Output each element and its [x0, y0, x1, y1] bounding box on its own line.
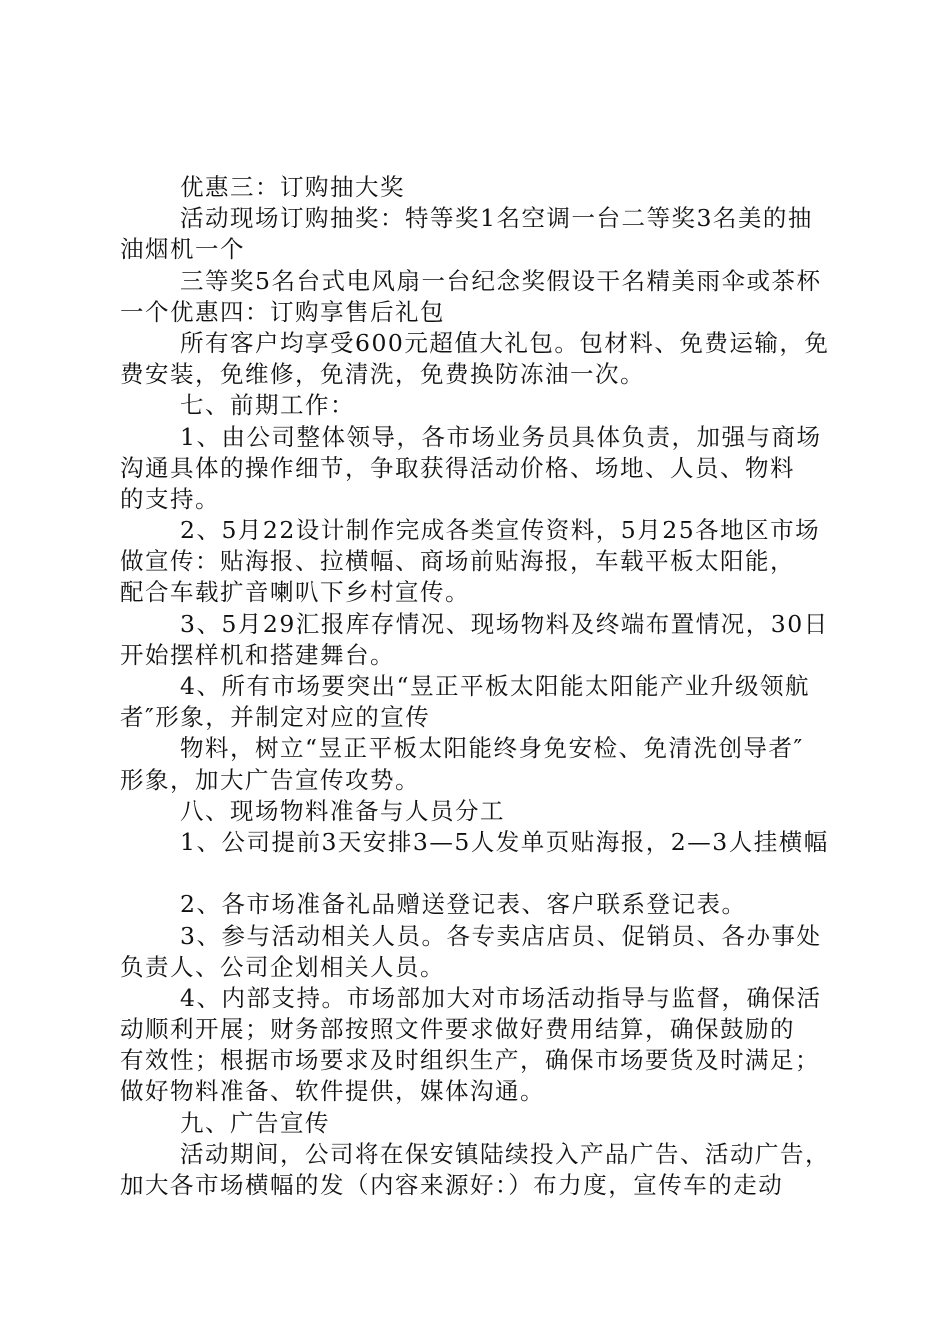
text-line: 2、5月22设计制作完成各类宣传资料，5月25各地区市场 [180, 516, 821, 545]
text-line: 1、由公司整体领导，各市场业务员具体负责，加强与商场 [180, 422, 822, 451]
document-body [120, 172, 840, 1201]
text-line: 4、内部支持。市场部加大对市场活动指导与监督，确保活 [180, 983, 822, 1012]
text-line: 沟通具体的操作细节，争取获得活动价格、场地、人员、物料 [120, 453, 795, 482]
text-line: 形象，加大广告宣传攻势。 [120, 765, 420, 794]
text-line: 一个优惠四：订购享售后礼包 [120, 297, 445, 326]
text-line: 优惠三：订购抽大奖 [180, 173, 405, 201]
text-line: 的支持。 [120, 484, 220, 513]
text-line: 有效性；根据市场要求及时组织生产，确保市场要货及时满足； [120, 1046, 820, 1075]
text-line: 油烟机一个 [120, 235, 245, 264]
text-line: 费安装，免维修，免清洗，免费换防冻油一次。 [120, 360, 645, 389]
text-line: 活动期间，公司将在保安镇陆续投入产品广告、活动广告， [180, 1139, 830, 1168]
text-line: 2、各市场准备礼品赠送登记表、客户联系登记表。 [180, 890, 747, 919]
text-line: 八、现场物料准备与人员分工 [180, 796, 505, 825]
text-line: 3、5月29汇报库存情况、现场物料及终端布置情况，30日 [180, 609, 829, 638]
text-line: 动顺利开展；财务部按照文件要求做好费用结算，确保鼓励的 [120, 1015, 795, 1044]
text-line: 做好物料准备、软件提供，媒体沟通。 [120, 1077, 545, 1106]
text-line: 负责人、公司企划相关人员。 [120, 952, 445, 981]
text-line: 配合车载扩音喇叭下乡村宣传。 [120, 578, 470, 607]
text-line: 做宣传：贴海报、拉横幅、商场前贴海报，车载平板太阳能， [120, 547, 795, 576]
text-line: 三等奖5名台式电风扇一台纪念奖假设干名精美雨伞或茶杯 [180, 266, 822, 295]
text-line: 物料，树立“昱正平板太阳能终身免安检、免清洗创导者″ [180, 734, 804, 763]
text-line: 加大各市场横幅的发（内容来源好：）布力度，宣传车的走动 [120, 1171, 784, 1199]
blank-line [120, 858, 840, 889]
text-line: 1、公司提前3天安排3—5人发单页贴海报，2—3人挂横幅 [180, 827, 829, 856]
text-line: 七、前期工作： [180, 391, 355, 420]
text-line: 活动现场订购抽奖：特等奖1名空调一台二等奖3名美的抽 [180, 204, 813, 233]
text-line: 者″形象，并制定对应的宣传 [120, 703, 431, 732]
text-line: 开始摆样机和搭建舞台。 [120, 640, 395, 669]
text-line: 所有客户均享受600元超值大礼包。包材料、免费运输，免 [180, 328, 830, 357]
text-line: 4、所有市场要突出“昱正平板太阳能太阳能产业升级领航 [180, 672, 810, 700]
text-line: 3、参与活动相关人员。各专卖店店员、促销员、各办事处 [180, 921, 822, 950]
text-line: 九、广告宣传 [180, 1108, 330, 1137]
